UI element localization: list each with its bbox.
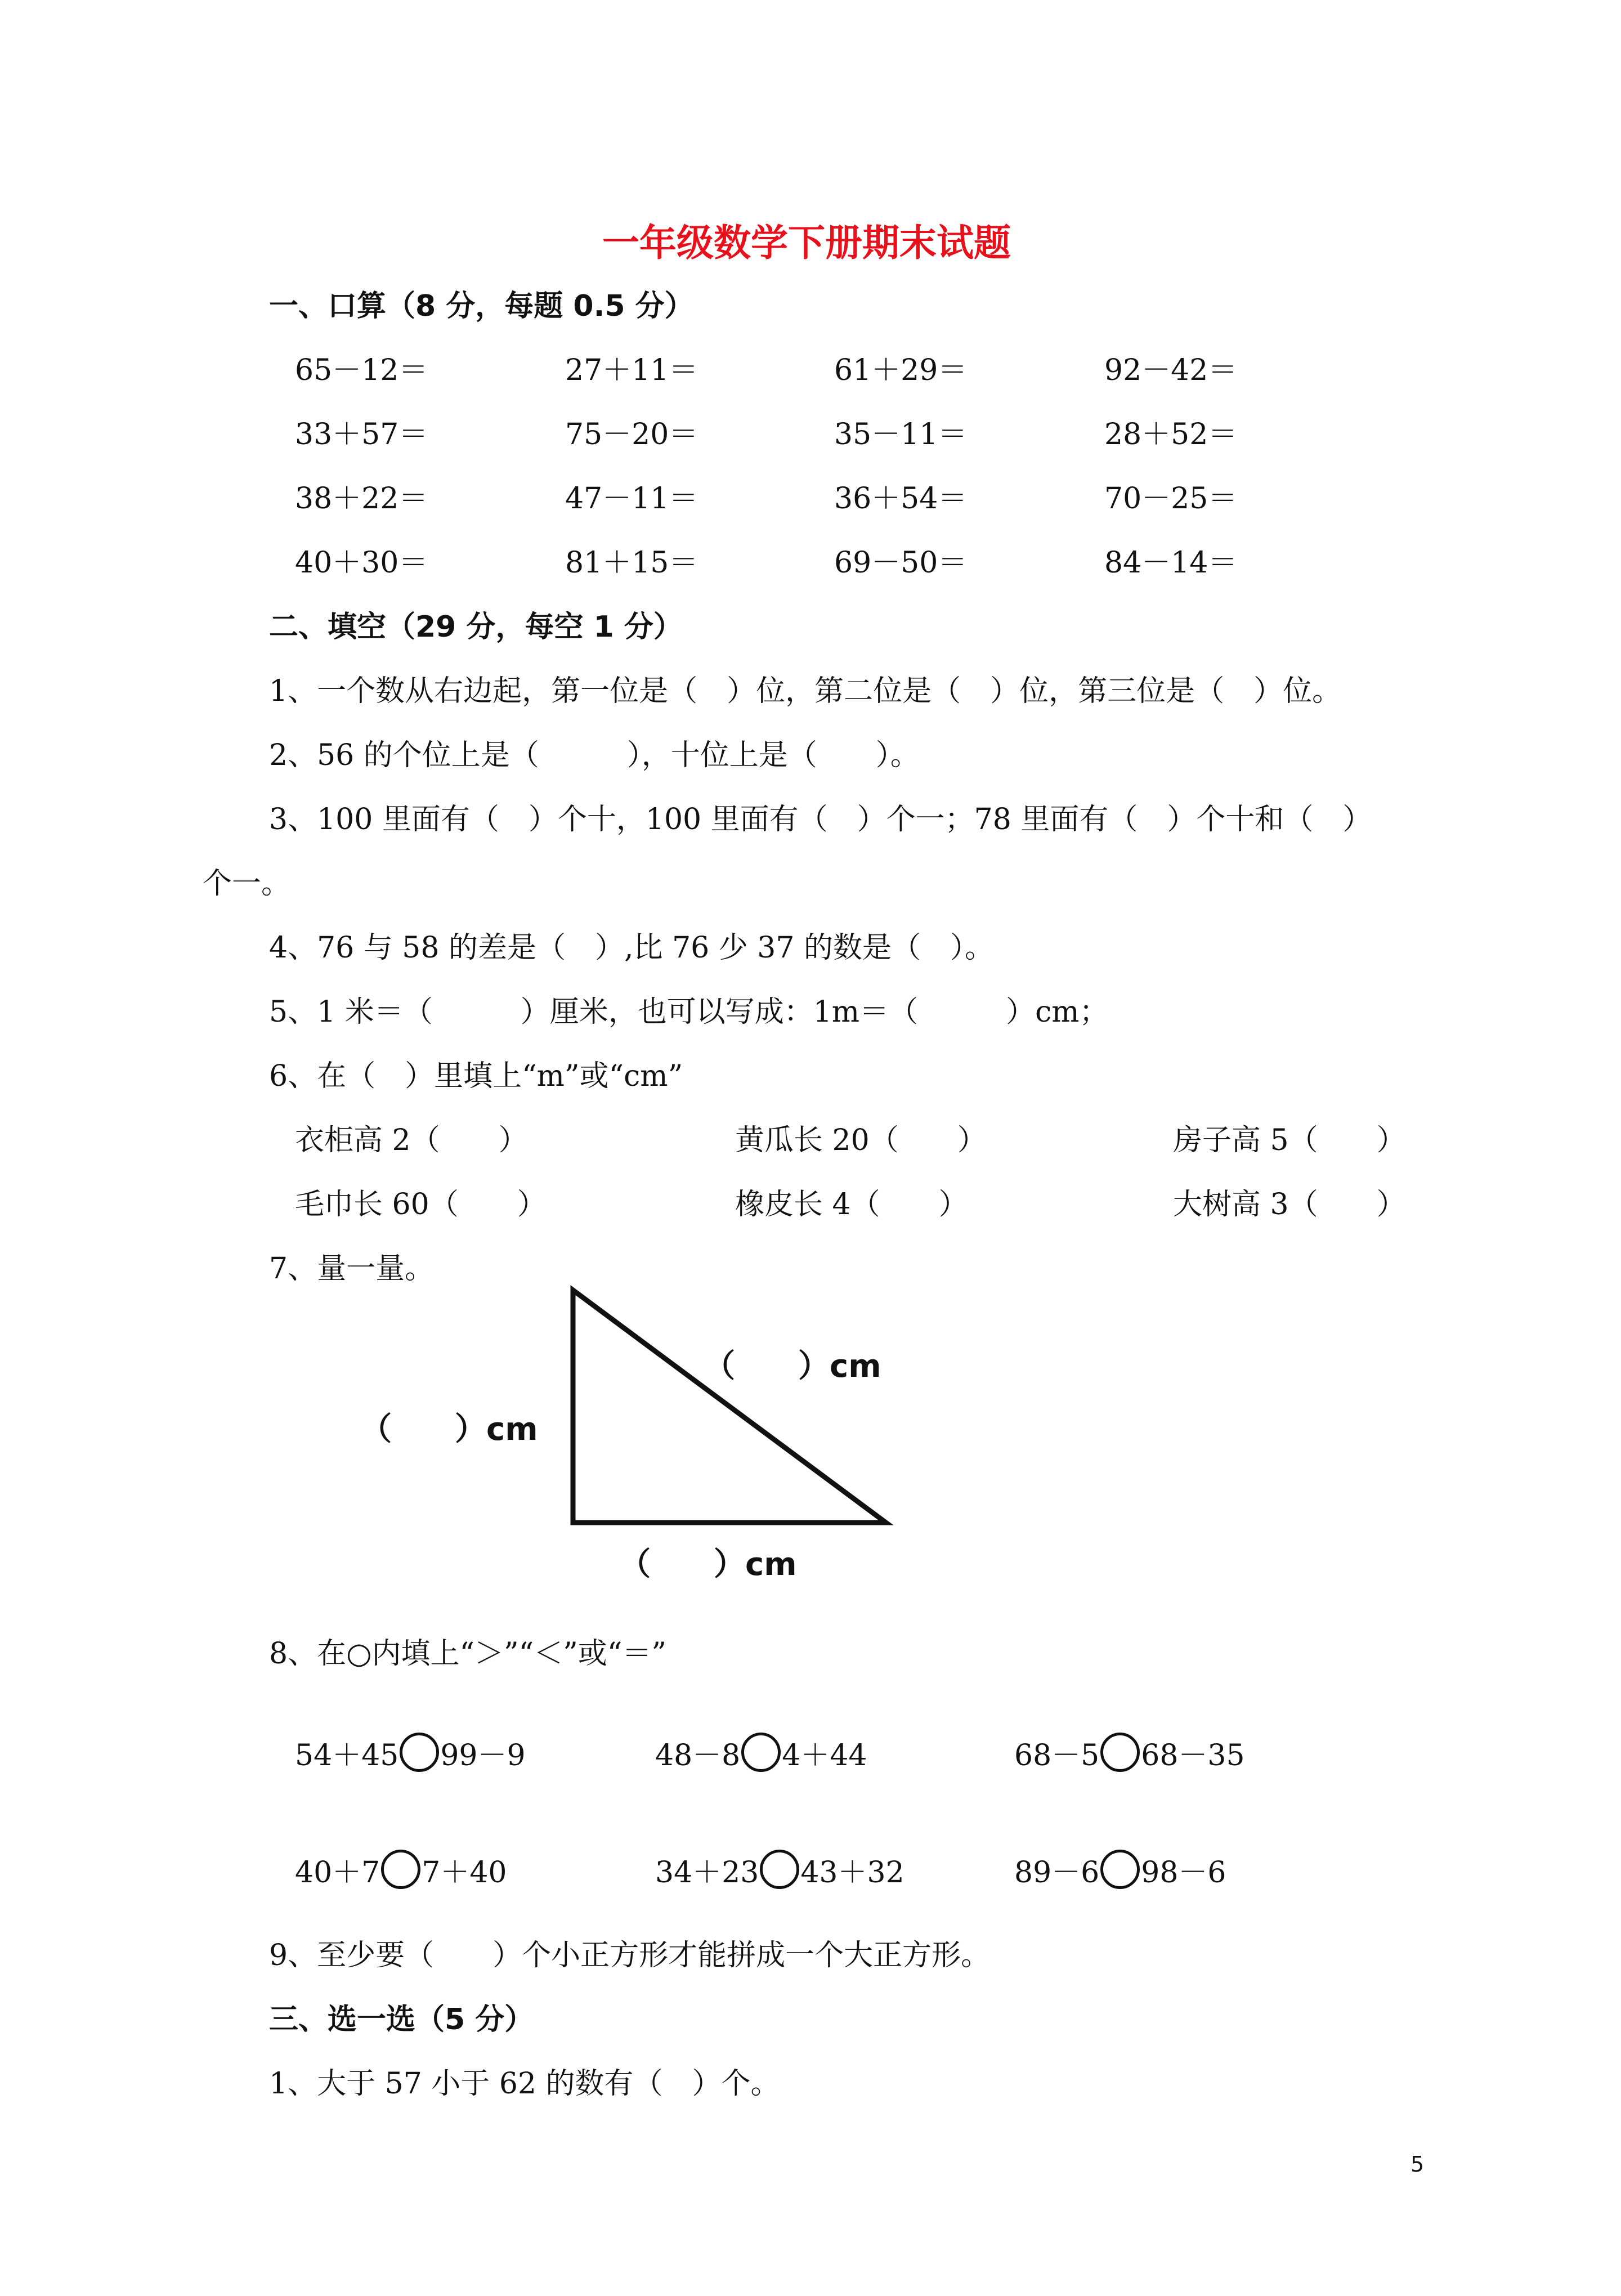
unit-item: 大树高 3（ ） xyxy=(1173,1188,1406,1221)
compare-circle-icon[interactable] xyxy=(760,1850,799,1889)
question-5: 5、1 米＝（ ）厘米，也可以写成：1m＝（ ）cm； xyxy=(269,995,1109,1029)
compare-left: 89－6 xyxy=(1014,1856,1100,1890)
math-problem: 40＋30＝ xyxy=(295,546,428,580)
page-number: 5 xyxy=(1410,2152,1425,2177)
math-problem: 27＋11＝ xyxy=(565,353,698,387)
math-problem: 70－25＝ xyxy=(1104,482,1238,516)
math-problem: 28＋52＝ xyxy=(1104,418,1238,451)
compare-item xyxy=(655,1733,867,1772)
question-6: 6、在（ ）里填上“m”或“cm” xyxy=(269,1059,683,1093)
compare-circle-icon[interactable] xyxy=(1100,1733,1140,1772)
compare-item xyxy=(295,1850,507,1889)
compare-circle-icon[interactable] xyxy=(400,1733,439,1772)
math-problem: 81＋15＝ xyxy=(565,546,698,580)
question-3-continued: 个一。 xyxy=(203,867,291,901)
compare-item xyxy=(655,1850,904,1889)
right-triangle xyxy=(573,1290,886,1523)
unit-item: 房子高 5（ ） xyxy=(1173,1124,1406,1157)
bottom-side-label: （ ）cm xyxy=(619,1546,797,1583)
unit-item: 毛巾长 60（ ） xyxy=(295,1188,547,1221)
compare-circle-icon[interactable] xyxy=(741,1733,781,1772)
math-problem: 61＋29＝ xyxy=(834,353,968,387)
compare-left: 48－8 xyxy=(655,1739,741,1773)
compare-item xyxy=(1014,1733,1245,1772)
compare-right: 99－9 xyxy=(440,1739,526,1773)
page-title: 一年级数学下册期末试题 xyxy=(602,221,1011,265)
compare-circle-icon[interactable] xyxy=(1100,1850,1140,1889)
left-side-label: （ ）cm xyxy=(360,1411,538,1448)
compare-right: 98－6 xyxy=(1141,1856,1226,1890)
math-problem: 33＋57＝ xyxy=(295,418,428,451)
math-problem: 35－11＝ xyxy=(834,418,968,451)
question-4: 4、76 与 58 的差是（ ）,比 76 少 37 的数是（ ）。 xyxy=(269,931,994,965)
math-problem: 47－11＝ xyxy=(565,482,698,516)
compare-circle-icon[interactable] xyxy=(381,1850,420,1889)
math-problem: 36＋54＝ xyxy=(834,482,968,516)
math-problem: 65－12＝ xyxy=(295,353,428,387)
compare-item xyxy=(1014,1850,1226,1889)
compare-item xyxy=(295,1733,526,1772)
section1-heading: 一、口算（8 分，每题 0.5 分） xyxy=(269,289,694,323)
question-7: 7、量一量。 xyxy=(269,1252,435,1286)
compare-left: 40＋7 xyxy=(295,1856,380,1890)
math-problem: 69－50＝ xyxy=(834,546,968,580)
question-9: 9、至少要（ ）个小正方形才能拼成一个大正方形。 xyxy=(269,1939,991,1972)
question-2: 2、56 的个位上是（ ），十位上是（ ）。 xyxy=(269,739,920,772)
compare-left: 54＋45 xyxy=(295,1739,399,1773)
math-problem: 75－20＝ xyxy=(565,418,698,451)
math-problem: 38＋22＝ xyxy=(295,482,428,516)
compare-right: 68－35 xyxy=(1141,1739,1245,1773)
compare-left: 34＋23 xyxy=(655,1856,759,1890)
section3-question-1: 1、大于 57 小于 62 的数有（ ）个。 xyxy=(269,2067,780,2101)
math-problem: 84－14＝ xyxy=(1104,546,1238,580)
section3-heading: 三、选一选（5 分） xyxy=(269,2003,534,2037)
question-1: 1、一个数从右边起，第一位是（ ）位，第二位是（ ）位，第三位是（ ）位。 xyxy=(269,674,1342,708)
question-8: 8、在○内填上“＞”“＜”或“＝” xyxy=(269,1637,666,1671)
compare-right: 43＋32 xyxy=(800,1856,904,1890)
section2-heading: 二、填空（29 分，每空 1 分） xyxy=(269,610,683,644)
question-3: 3、100 里面有（ ）个十，100 里面有（ ）个一；78 里面有（ ）个十和（ ） xyxy=(269,803,1372,836)
unit-item: 橡皮长 4（ ） xyxy=(735,1188,968,1221)
math-problem: 92－42＝ xyxy=(1104,353,1238,387)
unit-item: 衣柜高 2（ ） xyxy=(295,1124,528,1157)
unit-item: 黄瓜长 20（ ） xyxy=(735,1124,987,1157)
hypotenuse-label: （ ）cm xyxy=(704,1348,881,1385)
compare-right: 4＋44 xyxy=(782,1739,867,1773)
compare-left: 68－5 xyxy=(1014,1739,1100,1773)
compare-right: 7＋40 xyxy=(422,1856,507,1890)
